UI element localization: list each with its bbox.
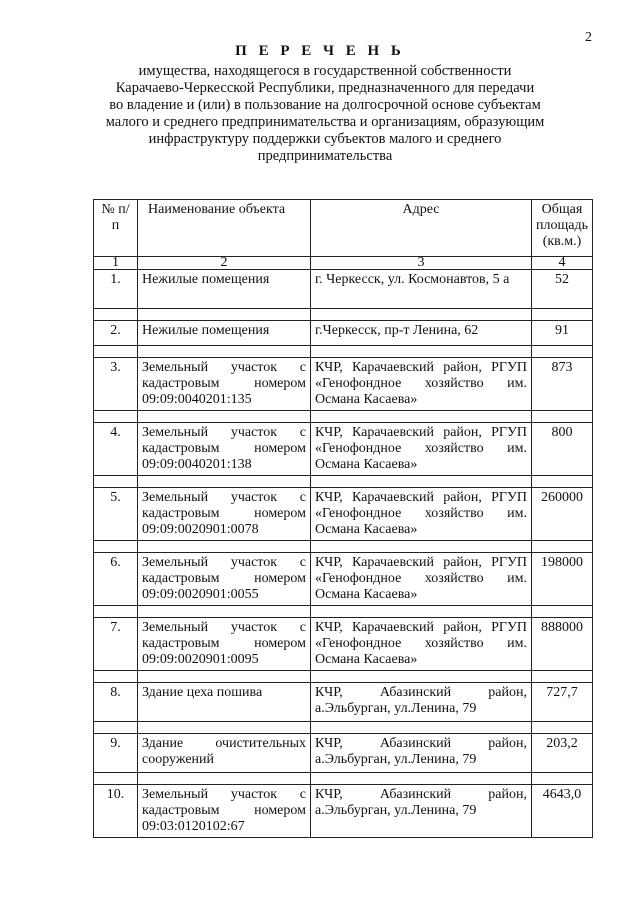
row-spacer <box>94 773 593 785</box>
object-area: 800 <box>532 423 593 476</box>
row-spacer <box>94 309 593 321</box>
object-area: 873 <box>532 358 593 411</box>
subtitle-line: во владение и (или) в пользование на долгосрочной основе субъектам <box>109 97 541 113</box>
spacer-cell <box>94 671 138 683</box>
table-row <box>94 683 593 722</box>
object-name: Земельный участок с кадастровым номером 09:09:0040201:138 <box>138 423 311 476</box>
row-spacer <box>94 671 593 683</box>
object-address: КЧР, Карачаевский район, РГУП «Генофондное хозяйство им. Османа Касаева» <box>311 423 532 476</box>
column-number: 2 <box>138 257 311 270</box>
table-row <box>94 423 593 476</box>
row-number: 9. <box>94 734 138 773</box>
spacer-cell <box>311 541 532 553</box>
spacer-cell <box>532 671 593 683</box>
object-area: 198000 <box>532 553 593 606</box>
spacer-cell <box>138 606 311 618</box>
spacer-cell <box>94 541 138 553</box>
spacer-cell <box>311 722 532 734</box>
header-name: Наименование объекта <box>138 200 311 257</box>
subtitle-line: малого и среднего предпринимательства и организациям, образующим <box>105 114 545 130</box>
spacer-cell <box>311 773 532 785</box>
object-area: 4643,0 <box>532 785 593 838</box>
object-name: Земельный участок с кадастровым номером 09:09:0020901:0055 <box>138 553 311 606</box>
document-subtitle <box>100 63 550 165</box>
spacer-cell <box>138 309 311 321</box>
object-address: КЧР, Абазинский район, а.Эльбурган, ул.Ленина, 79 <box>311 785 532 838</box>
object-address: г. Черкесск, ул. Космонавтов, 5 а <box>311 270 532 309</box>
row-number: 8. <box>94 683 138 722</box>
object-address: г.Черкесск, пр-т Ленина, 62 <box>311 321 532 346</box>
spacer-cell <box>532 309 593 321</box>
spacer-cell <box>311 671 532 683</box>
spacer-cell <box>138 541 311 553</box>
spacer-cell <box>94 309 138 321</box>
row-number: 4. <box>94 423 138 476</box>
spacer-cell <box>138 671 311 683</box>
header-area: Общая площадь (кв.м.) <box>532 200 593 257</box>
spacer-cell <box>311 411 532 423</box>
table-row <box>94 618 593 671</box>
row-number: 10. <box>94 785 138 838</box>
row-spacer <box>94 411 593 423</box>
object-name: Земельный участок с кадастровым номером 09:09:0020901:0078 <box>138 488 311 541</box>
spacer-cell <box>311 346 532 358</box>
object-area: 727,7 <box>532 683 593 722</box>
spacer-cell <box>532 541 593 553</box>
object-name: Здание цеха пошива <box>138 683 311 722</box>
row-spacer <box>94 722 593 734</box>
column-number: 4 <box>532 257 593 270</box>
object-area: 260000 <box>532 488 593 541</box>
spacer-cell <box>94 346 138 358</box>
object-name: Земельный участок с кадастровым номером 09:09:0020901:0095 <box>138 618 311 671</box>
header-num: № п/п <box>94 200 138 257</box>
spacer-cell <box>138 773 311 785</box>
spacer-cell <box>532 346 593 358</box>
row-number: 5. <box>94 488 138 541</box>
subtitle-line: инфраструктуру поддержки субъектов малого и среднего <box>148 131 502 147</box>
spacer-cell <box>94 476 138 488</box>
row-number: 3. <box>94 358 138 411</box>
object-area: 203,2 <box>532 734 593 773</box>
header-address: Адрес <box>311 200 532 257</box>
spacer-cell <box>311 606 532 618</box>
table-row <box>94 734 593 773</box>
spacer-cell <box>94 411 138 423</box>
column-number: 3 <box>311 257 532 270</box>
object-name: Нежилые помещения <box>138 270 311 309</box>
row-spacer <box>94 541 593 553</box>
subtitle-line: имущества, находящегося в государственной собственности <box>138 63 512 79</box>
row-spacer <box>94 476 593 488</box>
table-row <box>94 358 593 411</box>
spacer-cell <box>532 773 593 785</box>
spacer-cell <box>532 476 593 488</box>
table-row <box>94 553 593 606</box>
table-header-row <box>94 200 593 257</box>
object-address: КЧР, Карачаевский район, РГУП «Генофондное хозяйство им. Османа Касаева» <box>311 618 532 671</box>
spacer-cell <box>94 773 138 785</box>
table-row <box>94 488 593 541</box>
object-name: Нежилые помещения <box>138 321 311 346</box>
object-name: Здание очистительных сооружений <box>138 734 311 773</box>
spacer-cell <box>138 722 311 734</box>
object-area: 52 <box>532 270 593 309</box>
spacer-cell <box>138 411 311 423</box>
subtitle-line: Карачаево-Черкесской Республики, предназначенного для передачи <box>115 80 535 96</box>
spacer-cell <box>532 411 593 423</box>
row-number: 2. <box>94 321 138 346</box>
object-area: 888000 <box>532 618 593 671</box>
row-number: 1. <box>94 270 138 309</box>
spacer-cell <box>532 606 593 618</box>
document-title: П Е Р Е Ч Е Н Ь <box>235 43 405 59</box>
spacer-cell <box>138 346 311 358</box>
spacer-cell <box>532 722 593 734</box>
page-number: 2 <box>585 30 592 45</box>
spacer-cell <box>94 606 138 618</box>
row-number: 6. <box>94 553 138 606</box>
table-row <box>94 321 593 346</box>
row-number: 7. <box>94 618 138 671</box>
object-area: 91 <box>532 321 593 346</box>
object-address: КЧР, Абазинский район, а.Эльбурган, ул.Ленина, 79 <box>311 683 532 722</box>
property-table <box>93 199 593 838</box>
row-spacer <box>94 346 593 358</box>
column-number: 1 <box>94 257 138 270</box>
table-row <box>94 270 593 309</box>
spacer-cell <box>311 309 532 321</box>
object-name: Земельный участок с кадастровым номером 09:09:0040201:135 <box>138 358 311 411</box>
object-name: Земельный участок с кадастровым номером 09:03:0120102:67 <box>138 785 311 838</box>
table-row <box>94 785 593 838</box>
subtitle-line: предпринимательства <box>257 148 393 164</box>
spacer-cell <box>94 722 138 734</box>
object-address: КЧР, Карачаевский район, РГУП «Генофондное хозяйство им. Османа Касаева» <box>311 488 532 541</box>
table-body <box>94 270 593 838</box>
object-address: КЧР, Карачаевский район, РГУП «Генофондное хозяйство им. Османа Касаева» <box>311 553 532 606</box>
spacer-cell <box>138 476 311 488</box>
row-spacer <box>94 606 593 618</box>
spacer-cell <box>311 476 532 488</box>
column-number-row <box>94 257 593 270</box>
object-address: КЧР, Абазинский район, а.Эльбурган, ул.Ленина, 79 <box>311 734 532 773</box>
object-address: КЧР, Карачаевский район, РГУП «Генофондное хозяйство им. Османа Касаева» <box>311 358 532 411</box>
